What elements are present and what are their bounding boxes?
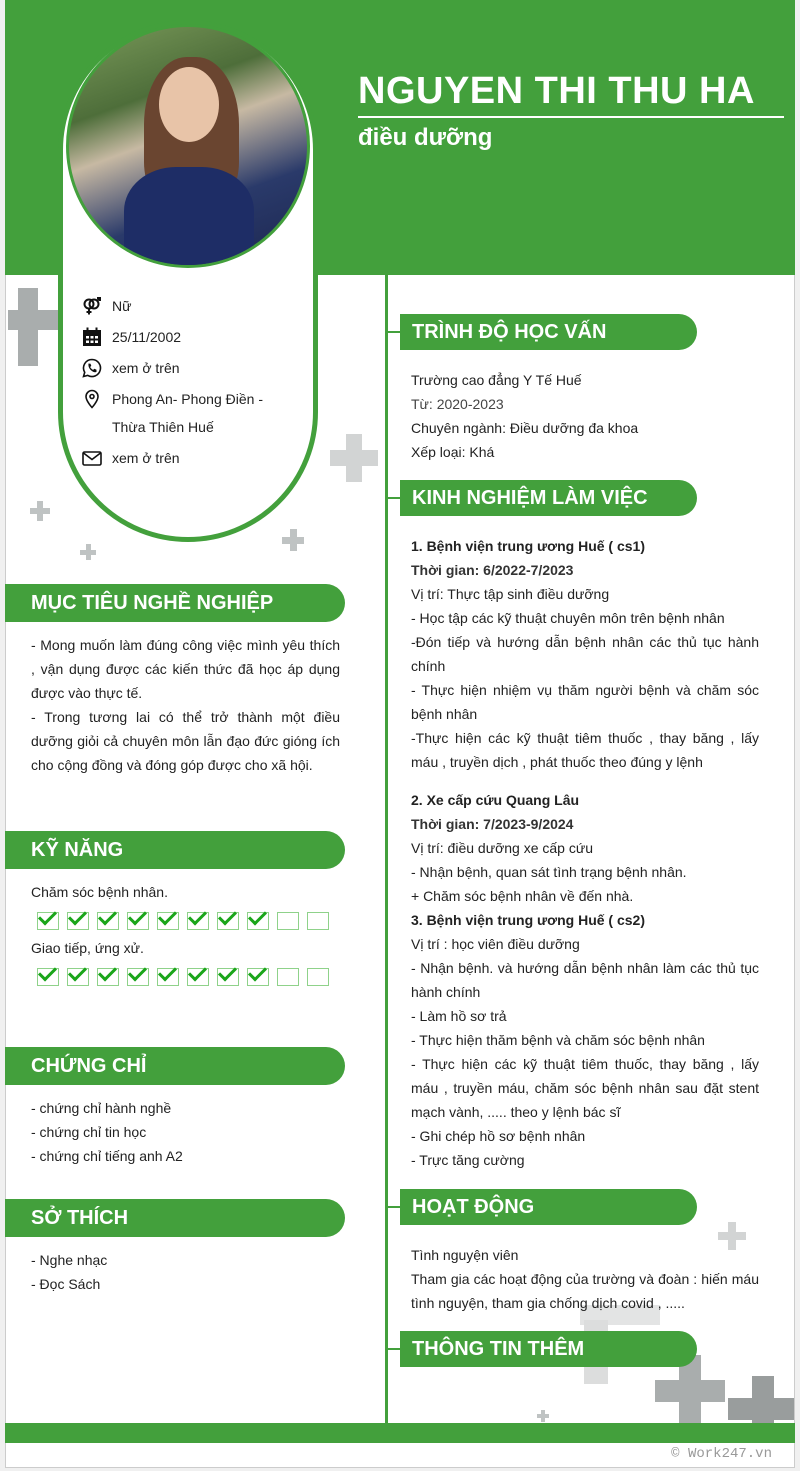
education-details xyxy=(411,368,638,464)
empty-box-icon xyxy=(307,968,329,986)
calendar-icon xyxy=(82,327,102,347)
objective-heading: MỤC TIÊU NGHỀ NGHIỆP xyxy=(5,584,345,622)
certificate-item: - chứng chỉ tin học xyxy=(31,1124,147,1140)
activities-heading: HOẠT ĐỘNG xyxy=(400,1189,697,1225)
gender-icon xyxy=(82,296,102,316)
job-task: + Chăm sóc bệnh nhân về đến nhà. xyxy=(411,888,634,904)
checked-box-icon xyxy=(217,968,239,986)
checked-box-icon xyxy=(187,912,209,930)
job-task: - Thực hiện nhiệm vụ thăm người bệnh và chăm sóc bệnh nhân xyxy=(411,682,759,722)
empty-box-icon xyxy=(307,912,329,930)
study-period: Từ: 2020-2023 xyxy=(411,396,504,412)
job-task: - Thực hiện thăm bệnh và chăm sóc bệnh nhân xyxy=(411,1032,705,1048)
experience-heading: KINH NGHIỆM LÀM VIỆC xyxy=(400,480,697,516)
checked-box-icon xyxy=(37,968,59,986)
candidate-name: NGUYEN THI THU HA xyxy=(358,70,755,112)
job-task: - Thực hiện các kỹ thuật tiêm thuốc, thay băng , lấy máu , truyền máu, chăm sóc bệnh nhân sau đặt stent mạch vành, ..... theo y lệnh bác sĩ xyxy=(411,1056,759,1120)
hobbies-list xyxy=(31,1248,107,1296)
objective-line: - Mong muốn làm đúng công việc mình yêu thích , vận dụng được các kiến thức đã học áp dụng được vào thực tế. xyxy=(31,637,340,701)
skills-heading: KỸ NĂNG xyxy=(5,831,345,869)
grade: Xếp loại: Khá xyxy=(411,444,495,460)
job-task: - Nhận bệnh. và hướng dẫn bệnh nhân làm các thủ tục hành chính xyxy=(411,960,759,1000)
address-line1: Phong An- Phong Điền - xyxy=(112,391,263,407)
checked-box-icon xyxy=(97,912,119,930)
certificates-list xyxy=(31,1096,183,1168)
checked-box-icon xyxy=(67,968,89,986)
checked-box-icon xyxy=(67,912,89,930)
job-task: - Ghi chép hồ sơ bệnh nhân xyxy=(411,1128,586,1144)
timeline-line xyxy=(385,275,388,1425)
hobby-item: - Nghe nhạc xyxy=(31,1252,108,1268)
job-position: Vị trí: điều dưỡng xe cấp cứu xyxy=(411,840,594,856)
checked-box-icon xyxy=(97,968,119,986)
checked-box-icon xyxy=(127,968,149,986)
whatsapp-phone-icon xyxy=(82,358,102,378)
job-task: -Thực hiện các kỹ thuật tiêm thuốc , thay băng , lấy máu , truyền dịch , phát thuốc theo đúng y lệnh xyxy=(411,730,759,770)
skill-name: Giao tiếp, ứng xử. xyxy=(31,940,144,956)
checked-box-icon xyxy=(217,912,239,930)
contact-email xyxy=(82,444,180,472)
empty-box-icon xyxy=(277,912,299,930)
job-position: Vị trí : học viên điều dưỡng xyxy=(411,936,580,952)
mail-icon xyxy=(82,448,102,468)
checked-box-icon xyxy=(127,912,149,930)
job-task: -Đón tiếp và hướng dẫn bệnh nhân các thủ tục hành chính xyxy=(411,634,759,674)
certificate-item: - chứng chỉ tiếng anh A2 xyxy=(31,1148,183,1164)
job-company: 3. Bệnh viện trung ương Huế ( cs2) xyxy=(411,912,646,928)
skill-rating xyxy=(37,968,340,986)
checked-box-icon xyxy=(37,912,59,930)
job-task: - Học tập các kỹ thuật chuyên môn trên bệnh nhân xyxy=(411,610,725,626)
job-entry xyxy=(411,788,759,908)
contact-address xyxy=(82,385,263,441)
profile-photo xyxy=(66,24,310,268)
certificate-item: - chứng chỉ hành nghề xyxy=(31,1100,172,1116)
birthday-value: 25/11/2002 xyxy=(112,329,182,345)
name-underline xyxy=(358,116,784,118)
contact-gender xyxy=(82,292,131,320)
job-entry xyxy=(411,908,759,1172)
education-heading: TRÌNH ĐỘ HỌC VẤN xyxy=(400,314,697,350)
checked-box-icon xyxy=(247,912,269,930)
extra-info-heading: THÔNG TIN THÊM xyxy=(400,1331,697,1367)
major: Chuyên ngành: Điều dưỡng đa khoa xyxy=(411,420,639,436)
job-position: Vị trí: Thực tập sinh điều dưỡng xyxy=(411,586,610,602)
address-line2: Thừa Thiên Huế xyxy=(112,419,214,435)
timeline-connector xyxy=(386,1206,400,1208)
objective-line: - Trong tương lai có thể trở thành một điều dưỡng giỏi cả chuyên môn lẫn đạo đức gióng ích cho cộng đồng và đóng góp được cho xã hội. xyxy=(31,709,340,773)
timeline-connector xyxy=(386,497,400,499)
checked-box-icon xyxy=(157,968,179,986)
skill-rating xyxy=(37,912,340,930)
skills-list xyxy=(31,880,340,992)
activities-text xyxy=(411,1243,759,1315)
checked-box-icon xyxy=(247,968,269,986)
hobbies-heading: SỞ THÍCH xyxy=(5,1199,345,1237)
checked-box-icon xyxy=(157,912,179,930)
job-task: - Trực tăng cường xyxy=(411,1152,525,1168)
job-time: Thời gian: 7/2023-9/2024 xyxy=(411,816,574,832)
phone-value: xem ở trên xyxy=(112,360,180,376)
footer-band xyxy=(5,1423,795,1443)
gender-value: Nữ xyxy=(112,298,132,314)
email-value: xem ở trên xyxy=(112,450,180,466)
activity-line: Tình nguyện viên xyxy=(411,1247,519,1263)
objective-text xyxy=(31,633,340,777)
timeline-connector xyxy=(386,1348,400,1350)
skill-name: Chăm sóc bệnh nhân. xyxy=(31,884,168,900)
timeline-connector xyxy=(386,331,400,333)
job-task: - Làm hồ sơ trả xyxy=(411,1008,507,1024)
location-pin-icon xyxy=(82,389,102,409)
job-company: 1. Bệnh viện trung ương Huế ( cs1) xyxy=(411,538,646,554)
experience-list xyxy=(411,534,759,1172)
contact-phone xyxy=(82,354,180,382)
checked-box-icon xyxy=(187,968,209,986)
job-task: - Nhận bệnh, quan sát tình trạng bệnh nhân. xyxy=(411,864,687,880)
activity-line: Tham gia các hoạt động của trường và đoàn : hiến máu tình nguyện, tham gia chống dịch covid , ..... xyxy=(411,1271,759,1311)
job-company: 2. Xe cấp cứu Quang Lâu xyxy=(411,792,580,808)
job-entry xyxy=(411,534,759,774)
school: Trường cao đẳng Y Tế Huế xyxy=(411,372,582,388)
empty-box-icon xyxy=(277,968,299,986)
hobby-item: - Đọc Sách xyxy=(31,1276,101,1292)
job-time: Thời gian: 6/2022-7/2023 xyxy=(411,562,574,578)
certificates-heading: CHỨNG CHỈ xyxy=(5,1047,345,1085)
contact-birthday xyxy=(82,323,181,351)
candidate-role: điều dưỡng xyxy=(358,124,493,151)
watermark: © Work247.vn xyxy=(671,1446,772,1462)
